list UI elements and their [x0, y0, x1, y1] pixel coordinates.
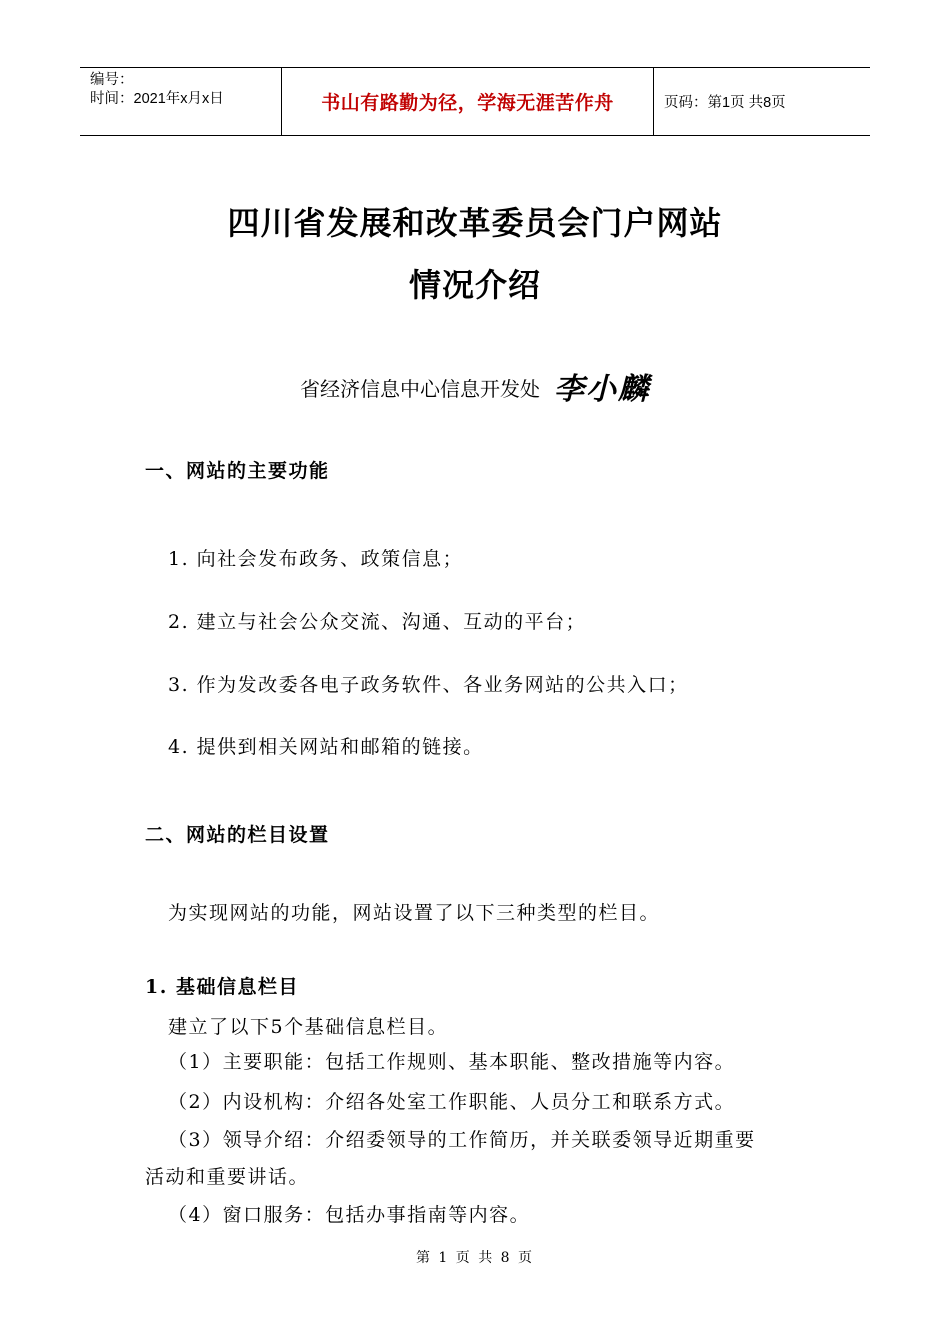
list-item: （1）主要职能：包括工作规则、基本职能、整改措施等内容。: [168, 1051, 736, 1073]
header-motto: 书山有路勤为径，学海无涯苦作舟: [281, 68, 654, 135]
list-item: （4）窗口服务：包括办事指南等内容。: [168, 1204, 531, 1226]
page-header: [80, 67, 870, 136]
header-number: 编号：: [90, 72, 134, 88]
header-time: 时间：2021年x月x日: [90, 91, 224, 107]
author-name: 李小麟: [554, 372, 650, 407]
header-page-info: 页码：第1页 共8页: [664, 95, 786, 111]
function-item: 3. 作为发改委各电子政务软件、各业务网站的公共入口；: [168, 674, 689, 696]
section-intro: 为实现网站的功能，网站设置了以下三种类型的栏目。: [168, 902, 661, 924]
page-footer: 第 1 页 共 8 页: [415, 1250, 535, 1266]
function-item: 4. 提供到相关网站和邮箱的链接。: [168, 736, 484, 758]
function-item: 1. 向社会发布政务、政策信息；: [168, 548, 464, 570]
author-org: 省经济信息中心信息开发处: [300, 377, 540, 401]
header-meta: [80, 68, 281, 135]
document-title: 四川省发展和改革委员会门户网站: [227, 204, 723, 242]
section-heading-columns: 二、网站的栏目设置: [145, 824, 330, 846]
section-heading-functions: 一、网站的主要功能: [145, 460, 330, 482]
list-item: （2）内设机构：介绍各处室工作职能、人员分工和联系方式。: [168, 1091, 736, 1113]
author-line: [0, 364, 950, 408]
subsection-intro: 建立了以下5个基础信息栏目。: [168, 1016, 449, 1038]
document-subtitle: 情况介绍: [408, 266, 541, 304]
list-item: （3）领导介绍：介绍委领导的工作简历，并关联委领导近期重要: [168, 1129, 756, 1151]
subsection-heading: 1. 基础信息栏目: [145, 976, 299, 998]
list-item-continuation: 活动和重要讲话。: [145, 1166, 310, 1188]
function-item: 2. 建立与社会公众交流、沟通、互动的平台；: [168, 611, 587, 633]
